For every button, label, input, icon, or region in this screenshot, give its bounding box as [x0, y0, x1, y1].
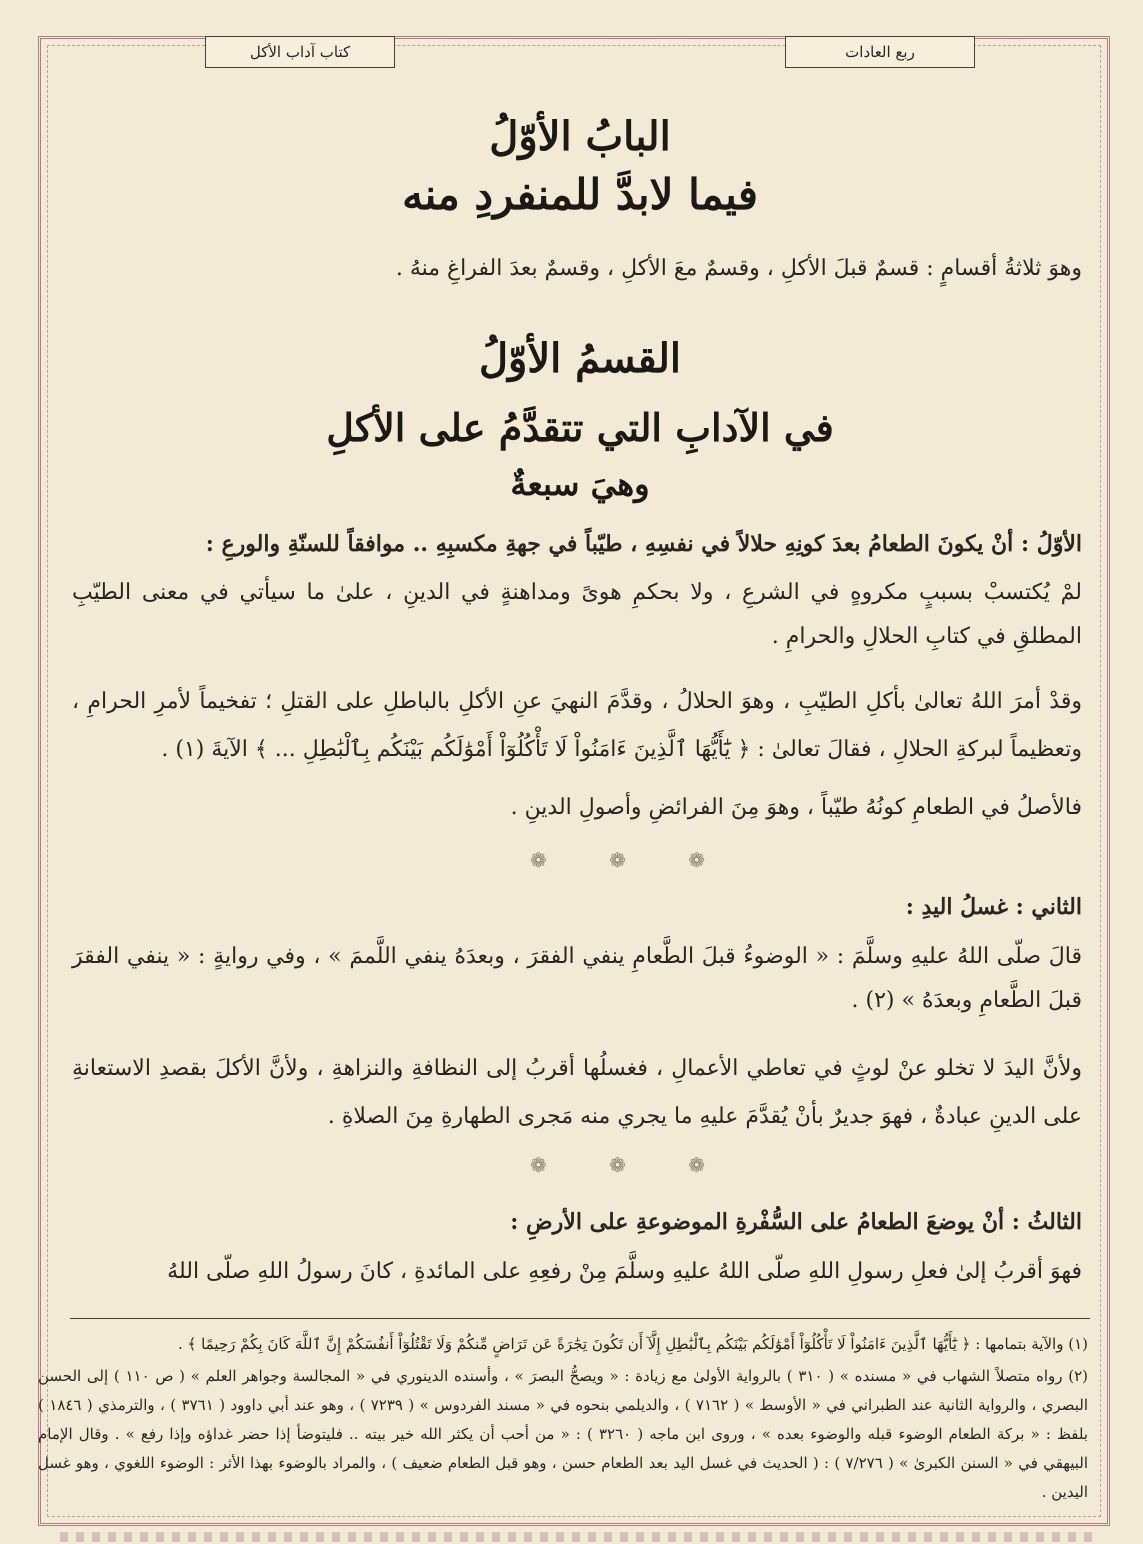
first-rule-paragraph-1: لمْ يُكتسبْ بسببٍ مكروهٍ في الشرعِ ، ولا بحكمِ هوىً ومداهنةٍ في الدينِ ، علىٰ ما سيأتي في معنى الطيّبِ المطلقِ في كتابِ الحلالِ والحرامِ . [72, 580, 1082, 649]
second-rule-paragraph-2: ولأنَّ اليدَ لا تخلو عنْ لوثٍ في تعاطي الأعمالِ ، فغسلُها أقربُ إلى النظافةِ والنزاهةِ ، ولأنَّ الأكلَ بقصدِ الاستعانةِ على الدينِ عبادةٌ ، فهوَ جديرٌ بأنْ يُقدَّمَ عليهِ ما يجري منه مَجرى الطهارةِ مِنَ الصلاةِ . [72, 1056, 1082, 1129]
first-rule-paragraph-3: فالأصلُ في الطعامِ كونُهُ طيّباً ، وهوَ مِنَ الفرائضِ وأصولِ الدينِ . [510, 795, 1082, 820]
decorative-bottom-strip [60, 1532, 1100, 1542]
separator-ornament: ❁ ❁ ❁ [530, 848, 733, 872]
header-section-name: ربع العادات [785, 36, 975, 68]
third-rule-heading: الثالثُ : أنْ يوضعَ الطعامُ على السُّفْرةِ الموضوعةِ على الأرضِ : [510, 1209, 1082, 1235]
separator-ornament-2: ❁ ❁ ❁ [530, 1153, 733, 1177]
second-rule-paragraph-1: قالَ صلّى اللهُ عليهِ وسلَّمَ : « الوضوءُ قبلَ الطَّعامِ ينفي الفقرَ ، وبعدَهُ ينفي اللَّممَ » ، وفي روايةٍ : « ينفي الفقرَ قبلَ الطَّعامِ وبعدَهُ » (٢) . [72, 944, 1082, 1013]
third-rule-paragraph-1: فهوَ أقربُ إلىٰ فعلِ رسولِ اللهِ صلّى اللهُ عليهِ وسلَّمَ مِنْ رفعِهِ على المائدةِ ، كانَ رسولُ اللهِ صلّى اللهُ [167, 1259, 1082, 1284]
section-title: القسمُ الأوّلُ [478, 335, 682, 382]
footnote-1: (١) والآية بتمامها : ﴿ يَٰٓأَيُّهَا ٱلَّذِينَ ءَامَنُواْ لَا تَأْكُلُوٓاْ أَمْوَٰلَكُم بَيْنَكُم بِٱلْبَٰطِلِ إِلَّآ أَن تَكُونَ تِجَٰرَةً عَن تَرَاضٍ مِّنكُمْ وَلَا تَقْتُلُوٓاْ أَنفُسَكُمْ إِنَّ ٱللَّهَ كَانَ بِكُمْ رَحِيمًا ﴾ . [178, 1335, 1088, 1353]
chapter-subtitle: فيما لابدَّ للمنفردِ منه [402, 170, 758, 219]
chapter-title: البابُ الأوّلُ [489, 113, 671, 160]
second-rule-heading: الثاني : غسلُ اليدِ : [905, 894, 1082, 920]
section-subtitle: في الآدابِ التي تتقدَّمُ على الأكلِ [326, 405, 834, 450]
footnote-divider [70, 1318, 1090, 1319]
first-rule-heading: الأوّلُ : أنْ يكونَ الطعامُ بعدَ كونِهِ حلالاً في نفسِهِ ، طيّباً في جهةِ مكسبِهِ .. موافقاً للسنّةِ والورعِ : [205, 531, 1082, 557]
chapter-intro: وهوَ ثلاثةُ أقسامٍ : قسمٌ قبلَ الأكلِ ، وقسمٌ معَ الأكلِ ، وقسمٌ بعدَ الفراغِ منهُ . [395, 256, 1082, 281]
section-count: وهيَ سبعةٌ [510, 465, 650, 503]
footnote-2: (٢) رواه متصلاً الشهاب في « مسنده » ( ٣١٠ ) بالرواية الأولىٰ مع زيادة : « ويصحُّ البصرَ » ، وأسنده الدينوري في « المجالسة وجواهر العلم » ( ص ١١٠ ) إلى الحسن البصري ، والرواية الثانية عند الطبراني في « الأوسط » ( ٧١٦٢ ) ، والديلمي بنحوه في « مسند الفردوس » ( ٧٢٣٩ ) ، وهو عند أبي داوود ( ٣٧٦١ ) ، والترمذي ( ١٨٤٦ ) بلفظ : « بركة الطعام الوضوء قبله والوضوء بعده » ، وروى ابن ماجه ( ٣٢٦٠ ) : « من أحب أن يكثر الله خير بيته .. فليتوضأ إذا حضر غداؤه وإذا رفع » . وقال الإمام البيهقي في « السنن الكبرىٰ » ( ٧/٢٧٦ ) : ( الحديث في غسل اليد بعد الطعام حسن ، وهو قبل الطعام ضعيف ) ، والمراد بالوضوء بهذا الأثر : الوضوء اللغوي ، وهو غسل اليدين . [38, 1367, 1088, 1501]
first-rule-paragraph-2: وقدْ أمرَ اللهُ تعالىٰ بأكلِ الطيّبِ ، وهوَ الحلالُ ، وقدَّمَ النهيَ عنِ الأكلِ بالباطلِ على القتلِ ؛ تفخيماً لأمرِ الحرامِ ، وتعظيماً لبركةِ الحلالِ ، فقالَ تعالىٰ : ﴿ يَٰٓأَيُّهَا ٱلَّذِينَ ءَامَنُواْ لَا تَأْكُلُوٓاْ أَمْوَٰلَكُم بَيْنَكُم بِٱلْبَٰطِلِ ... ﴾ الآيةَ (١) . [72, 689, 1082, 762]
header-book-name: كتاب آداب الأكل [205, 36, 395, 68]
